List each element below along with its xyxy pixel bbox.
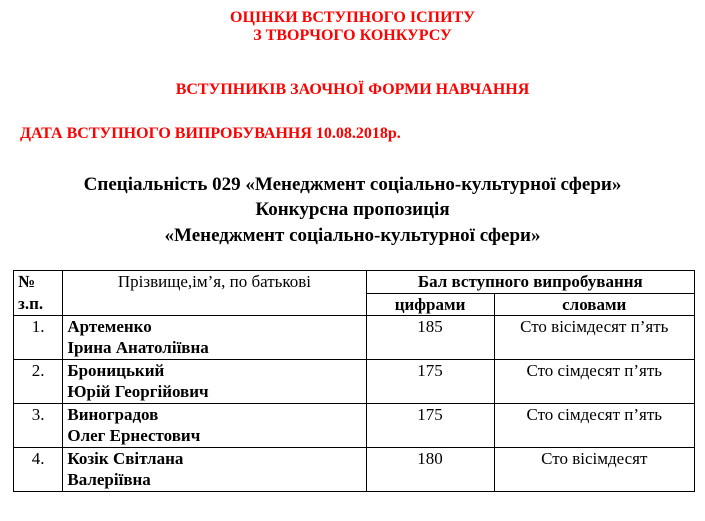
table-row [14, 448, 695, 492]
student-surname: Виноградов [67, 405, 159, 424]
col-header-number-line2: з.п. [18, 294, 44, 313]
title-line-1: ОЦІНКИ ВСТУПНОГО ІСПИТУ [230, 9, 475, 26]
score-digits: 185 [366, 316, 494, 360]
row-number: 1. [14, 316, 63, 360]
competition-name: «Менеджмент соціально-культурної сфери» [164, 225, 541, 246]
score-words: Сто вісімдесят п’ять [494, 316, 694, 360]
col-header-score: Бал вступного випробування [366, 271, 694, 294]
student-name [63, 448, 366, 492]
student-given-names: Юрій Георгійович [67, 382, 209, 401]
col-header-number [14, 271, 63, 316]
col-header-name: Прізвище,ім’я, по батькові [63, 271, 366, 316]
col-header-words: словами [494, 294, 694, 316]
student-surname: Артеменко [67, 317, 152, 336]
row-number: 4. [14, 448, 63, 492]
score-digits: 175 [366, 360, 494, 404]
col-header-digits: цифрами [366, 294, 494, 316]
table-row [14, 404, 695, 448]
score-digits: 180 [366, 448, 494, 492]
specialty-line: Спеціальність 029 «Менеджмент соціально-культурної сфери» [83, 174, 622, 195]
grades-table [13, 270, 695, 492]
score-words: Сто сімдесят п’ять [494, 404, 694, 448]
student-name [63, 360, 366, 404]
title-line-2: З ТВОРЧОГО КОНКУРСУ [253, 27, 452, 44]
student-surname: Броницький [67, 361, 165, 380]
student-name [63, 316, 366, 360]
exam-date: ДАТА ВСТУПНОГО ВИПРОБУВАННЯ 10.08.2018р. [20, 125, 401, 142]
title-line-3: ВСТУПНИКІВ ЗАОЧНОЇ ФОРМИ НАВЧАННЯ [175, 81, 530, 98]
score-words: Сто сімдесят п’ять [494, 360, 694, 404]
student-given-names: Ірина Анатоліївна [67, 338, 209, 357]
row-number: 3. [14, 404, 63, 448]
student-given-names: Валеріївна [67, 470, 151, 489]
score-words: Сто вісімдесят [494, 448, 694, 492]
score-digits: 175 [366, 404, 494, 448]
row-number: 2. [14, 360, 63, 404]
table-row [14, 360, 695, 404]
student-name [63, 404, 366, 448]
student-given-names: Олег Ернестович [67, 426, 201, 445]
table-row [14, 316, 695, 360]
col-header-number-line1: № [18, 272, 36, 291]
competition-label: Конкурсна пропозиція [255, 199, 450, 220]
student-surname: Козік Світлана [67, 449, 184, 468]
